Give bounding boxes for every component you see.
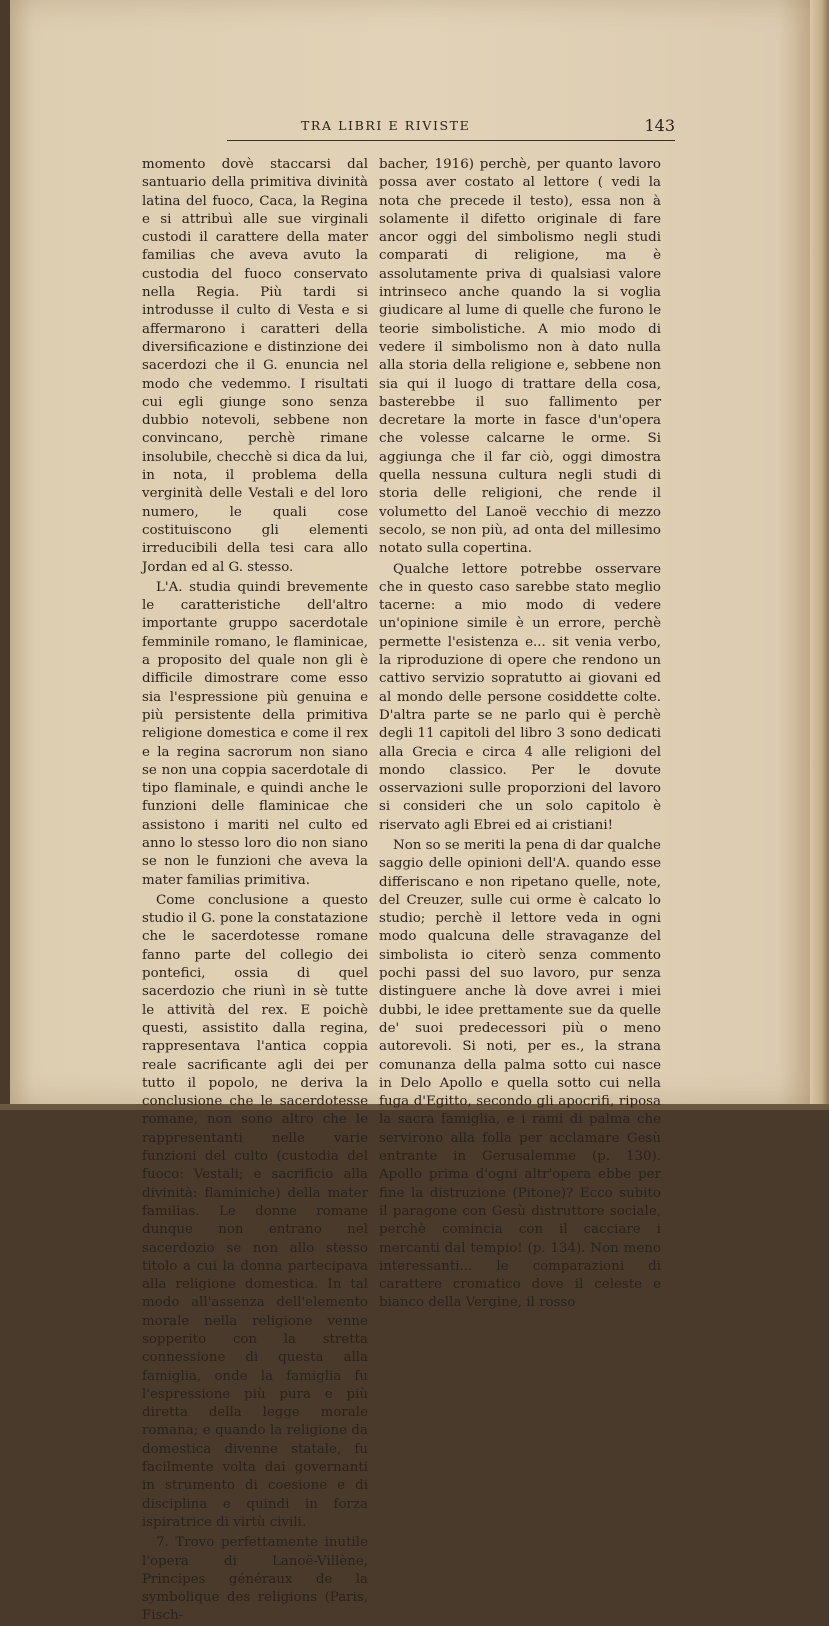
left-paragraph-3: Come conclusione a questo studio il G. pone la constatazione che le sacerdotesse romane fanno parte del collegio dei pontefici, ossia di quel sacerdozio che riunì in sè tutte le attività del rex. E poichè questi, assistito dalla regina, rappresentava l'antica coppia reale sacrificante agli dei per tutto il popolo, ne deriva la conclusione che le sacerdotesse romane, non sono altro che le rappresentanti nelle varie funzioni del culto (custodia del fuoco: Vestali; e sacrificio alla divinità: flaminiche) della mater familias. Le donne romane dunque non entrano nel sacerdozio se non allo stesso titolo a cui la donna partecipava alla religione domestica. In tal modo all'assenza dell'elemento morale nella religione venne sopperito con la stretta connessione di questa alla famiglia, onde la famiglia fu l'espressione più pura e più diretta della legge morale romana; e quando la religione da domestica divenne statale, fu facilmente volta dai governanti in strumento di coesione e di disciplina e quindi in forza ispiratrice di virtù civili. bbox=[142, 892, 368, 1530]
left-paragraph-1: momento dovè staccarsi dal santuario della primitiva divinità latina del fuoco, Caca, la Regina e si attribuì alle sue virginali custodi il carattere della mater familias che aveva avuto la custodia del fuoco conservato nella Regia. Più tardi si introdusse il culto di Vesta e si affermarono i caratteri della diversificazione e distinzione dei sacerdozi che il G. enuncia nel modo che vedemmo. I risultati cui egli giunge sono senza dubbio notevoli, sebbene non convincano, perchè rimane insolubile, checchè si dica da lui, in nota, il problema della verginità delle Vestali e del loro numero, le quali cose costituiscono gli elementi irreducibili della tesi cara allo Jordan ed al G. stesso. bbox=[142, 157, 368, 575]
left-paragraph-4: 7. Trovo perfettamente inutile l'opera di Lanoë-Villène, Principes généraux de la symbolique des religions (Paris, Fisch- bbox=[142, 1535, 368, 1624]
right-paragraph-3: Non so se meriti la pena di dar qualche saggio delle opinioni dell'A. quando esse differiscano e non ripetano quelle, note, del Creuzer, sulle cui orme è calcato lo studio; perchè il lettore veda in ogni modo qualcuna delle stravaganze del simbolista io citerò senza commento pochi passi del suo lavoro, pur senza distinguere anche là dove avrei i miei dubbi, le idee prettamente sue da quelle de' suoi predecessori più o meno autorevoli. Si noti, per es., la strana comunanza della palma sotto cui nasce in Delo Apollo e quella sotto cui nella fuga d'Egitto, secondo gli apocrifi, riposa la sacra famiglia, e i rami di palma che servirono alla folla per acclamare Gesù entrante in Gerusalemme (p. 130). Apollo prima d'ogni altr'opera ebbe per fine la distruzione (Pitone)? Ecco subito il paragone con Gesù distruttore sociale, perchè comincia con il cacciare i mercanti dal tempio! (p. 134). Non meno interessanti... le comparazioni di carattere cromatico dove il celeste e bianco della Vergine, il rosso bbox=[379, 837, 661, 1311]
page-header bbox=[227, 112, 675, 141]
left-column bbox=[142, 156, 368, 1626]
page-number: 143 bbox=[644, 116, 675, 135]
running-head: TRA LIBRI E RIVISTE bbox=[301, 118, 471, 133]
right-column bbox=[379, 156, 661, 1313]
right-paragraph-2: Qualche lettore potrebbe osservare che in questo caso sarebbe stato meglio tacerne: a mio modo di vedere un'opinione simile è un errore, perchè permette l'esistenza e... sit venia verbo, la riproduzione di opere che rendono un cattivo servizio sopratutto ai giovani ed al mondo delle persone cosiddette colte. D'altra parte se ne parlo qui è perchè degli 11 capitoli del libro 3 sono dedicati alla Grecia e circa 4 alle religioni del mondo classico. Per le dovute osservazioni sulle proporzioni del lavoro si consideri che un solo capitolo è riservato agli Ebrei ed ai cristiani! bbox=[379, 561, 661, 833]
right-paragraph-1: bacher, 1916) perchè, per quanto lavoro possa aver costato al lettore ( vedi la nota che precede il testo), essa non à solamente il difetto originale di fare ancor oggi del simbolismo negli studi comparati di religione, ma è assolutamente priva di qualsiasi valore intrinseco anche quando la si voglia giudicare al lume di quelle che furono le teorie simbolistiche. A mio modo di vedere il simbolismo non à dato nulla alla storia della religione e, sebbene non sia qui il luogo di trattare della cosa, basterebbe il suo fallimento per decretare la morte in fasce d'un'opera che volesse calcarne le orme. Si aggiunga che il far ciò, oggi dimostra quella nessuna cultura negli studi di storia delle religioni, che rende il volumetto del Lanoë vecchio di mezzo secolo, se non più, ad onta del millesimo notato sulla copertina. bbox=[379, 157, 661, 557]
page-edge bbox=[810, 0, 829, 1110]
left-paragraph-2: L'A. studia quindi brevemente le caratteristiche dell'altro importante gruppo sacerdotale femminile romano, le flaminicae, a proposito del quale non gli è difficile dimostrare come esso sia l'espressione più genuina e più persistente della primitiva religione domestica e come il rex e la regina sacrorum non siano se non una coppia sacerdotale di tipo flaminale, e quindi anche le funzioni delle flaminicae che assistono i mariti nel culto ed anno lo stesso loro dio non siano se non le funzioni che aveva la mater familias primitiva. bbox=[142, 579, 368, 888]
